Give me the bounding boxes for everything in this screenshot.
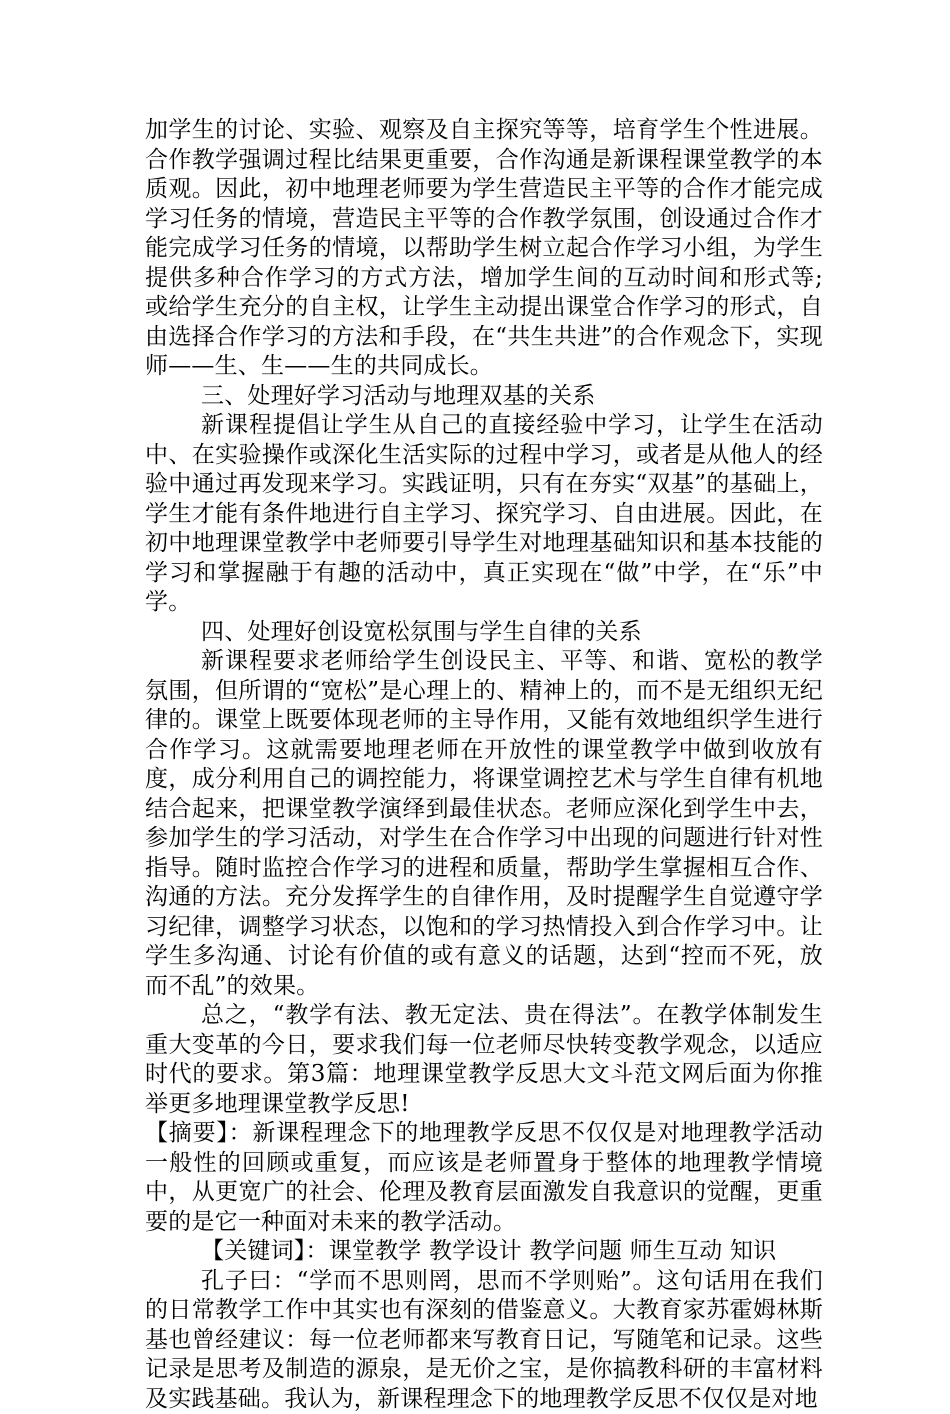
paragraph-dual-basics: 新课程提倡让学生从自己的直接经验中学习，让学生在活动中、在实验操作或深化生活实际的过程中学习，或者是从他人的经验中通过再发现来学习。实践证明，只有在夯实“双基”的基础上，学生才能有条件地进行自主学习、探究学习、自由进展。因此，在初中地理课堂教学中老师要引导学生对地理基础知识和基本技能的学习和掌握融于有趣的活动中，真正实现在“做”中学，在“乐”中学。 bbox=[145, 411, 823, 618]
section-heading-four: 四、处理好创设宽松氛围与学生自律的关系 bbox=[145, 618, 823, 648]
section-heading-three: 三、处理好学习活动与地理双基的关系 bbox=[145, 382, 823, 412]
paragraph-conclusion: 总之，“教学有法、教无定法、贵在得法”。在教学体制发生重大变革的今日，要求我们每一位老师尽快转变教学观念，以适应时代的要求。第3篇：地理课堂教学反思大文斗范文网后面为你推举更多地理课堂教学反思! bbox=[145, 1001, 823, 1119]
document-body bbox=[145, 116, 823, 1414]
paragraph-abstract: 【摘要】：新课程理念下的地理教学反思不仅仅是对地理教学活动一般性的回顾或重复，而应该是老师置身于整体的地理教学情境中，从更宽广的社会、伦理及教育层面激发自我意识的觉醒，更重要的是它一种面对未来的教学活动。 bbox=[145, 1119, 823, 1237]
paragraph-cooperative-learning-continued: 加学生的讨论、实验、观察及自主探究等等，培育学生个性进展。合作教学强调过程比结果更重要，合作沟通是新课程课堂教学的本质观。因此，初中地理老师要为学生营造民主平等的合作才能完成学习任务的情境，营造民主平等的合作教学氛围，创设通过合作才能完成学习任务的情境，以帮助学生树立起合作学习小组，为学生提供多种合作学习的方式方法，增加学生间的互动时间和形式等;或给学生充分的自主权，让学生主动提出课堂合作学习的形式，自由选择合作学习的方法和手段，在“共生共进”的合作观念下，实现师——生、生——生的共同成长。 bbox=[145, 116, 823, 382]
paragraph-confucius: 孔子曰：“学而不思则罔，思而不学则贻”。这句话用在我们的日常教学工作中其实也有深刻的借鉴意义。大教育家苏霍姆林斯基也曾经建议：每一位老师都来写教育日记，写随笔和记录。这些记录是思考及制造的源泉，是无价之宝，是你搞教科研的丰富材料及实践基础。我认为，新课程理念下的地理教学反思不仅仅是对地 bbox=[145, 1267, 823, 1414]
paragraph-relaxed-atmosphere: 新课程要求老师给学生创设民主、平等、和谐、宽松的教学氛围，但所谓的“宽松”是心理上的、精神上的，而不是无组织无纪律的。课堂上既要体现老师的主导作用，又能有效地组织学生进行合作学习。这就需要地理老师在开放性的课堂教学中做到收放有度，成分利用自己的调控能力，将课堂调控艺术与学生自律有机地结合起来，把课堂教学演绎到最佳状态。老师应深化到学生中去，参加学生的学习活动，对学生在合作学习中出现的问题进行针对性指导。随时监控合作学习的进程和质量，帮助学生掌握相互合作、沟通的方法。充分发挥学生的自律作用，及时提醒学生自觉遵守学习纪律，调整学习状态，以饱和的学习热情投入到合作学习中。让学生多沟通、讨论有价值的或有意义的话题，达到“控而不死，放而不乱”的效果。 bbox=[145, 647, 823, 1001]
paragraph-keywords: 【关键词】：课堂教学 教学设计 教学问题 师生互动 知识 bbox=[145, 1237, 823, 1267]
